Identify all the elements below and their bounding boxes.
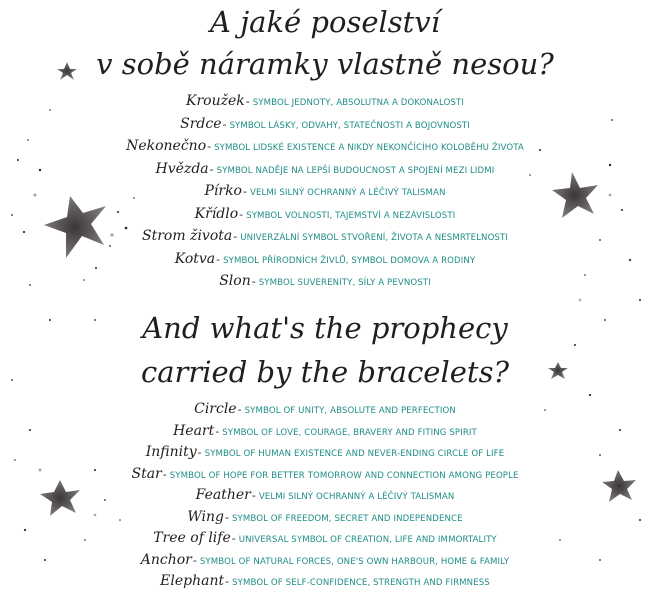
- czech-title-line1: A jaké poselství: [210, 5, 440, 39]
- english-title-line1: And what's the prophecy: [142, 311, 508, 345]
- symbol-row: [0, 158, 650, 178]
- english-title-line2: carried by the bracelets?: [141, 355, 509, 389]
- symbol-row: [0, 225, 650, 245]
- symbol-row: [0, 549, 650, 569]
- symbol-term: Infinity: [145, 444, 197, 460]
- separator-dash: -: [209, 162, 214, 176]
- symbol-description: SYMBOL VOLNOSTI, TAJEMSTVÍ A NEZÁVISLOSTI: [246, 210, 456, 221]
- symbol-term: Kotva: [174, 250, 216, 267]
- separator-dash: -: [251, 275, 256, 288]
- symbol-description: UNIVERZÁLNÍ SYMBOL STVOŘENÍ, ŽIVOTA A NESMRTELNOSTI: [240, 233, 508, 243]
- symbol-row: [0, 135, 650, 155]
- symbol-term: Anchor: [140, 551, 192, 568]
- separator-dash: -: [207, 140, 212, 153]
- separator-dash: -: [243, 185, 247, 198]
- separator-dash: -: [162, 467, 167, 481]
- symbol-term: Feather: [195, 487, 251, 503]
- symbol-term: Slon: [219, 273, 251, 289]
- symbol-row: [0, 506, 650, 526]
- symbol-term: Křídlo: [194, 205, 239, 222]
- symbol-term: Pírko: [204, 183, 242, 199]
- symbol-description: SYMBOL OF HOPE FOR BETTER TOMORROW AND CONNECTION AMONG PEOPLE: [169, 470, 519, 481]
- symbol-row: [0, 484, 650, 504]
- symbol-row: [0, 203, 650, 223]
- symbol-term: Circle: [194, 401, 237, 417]
- symbol-description: VELMI SILNÝ OCHRANNÝ A LÉČIVÝ TALISMAN: [249, 188, 446, 198]
- symbol-row: [0, 441, 650, 461]
- symbol-row: [0, 113, 650, 133]
- separator-dash: -: [224, 510, 229, 524]
- symbol-description: SYMBOL JEDNOTY, ABSOLUTNA A DOKONALOSTI: [252, 98, 464, 108]
- separator-dash: -: [216, 252, 221, 266]
- separator-dash: -: [245, 95, 250, 108]
- symbol-description: SYMBOL OF NATURAL FORCES, ONE'S OWN HARBOUR, HOME & FAMILY: [199, 556, 510, 567]
- symbol-description: SYMBOL OF HUMAN EXISTENCE AND NEVER-ENDING CIRCLE OF LIFE: [204, 449, 505, 459]
- symbol-row: [0, 527, 650, 547]
- symbol-description: SYMBOL LÁSKY, ODVAHY, STATEČNOSTI A BOJOVNOSTI: [229, 120, 470, 131]
- symbol-term: Nekonečno: [126, 138, 207, 154]
- symbol-term: Hvězda: [155, 160, 209, 177]
- symbol-description: SYMBOL SUVERENITY, SÍLY A PEVNOSTI: [258, 278, 431, 288]
- separator-dash: -: [233, 230, 238, 243]
- symbol-row: [0, 570, 650, 590]
- symbol-description: SYMBOL OF SELF-CONFIDENCE, STRENGTH AND FIRMNESS: [232, 578, 490, 588]
- symbol-term: Heart: [173, 422, 215, 439]
- separator-dash: -: [251, 489, 256, 502]
- separator-dash: -: [222, 117, 227, 131]
- symbol-row: [0, 420, 650, 440]
- symbol-row: [0, 180, 650, 200]
- separator-dash: -: [237, 403, 242, 416]
- symbol-description: SYMBOL NADĚJE NA LEPŠÍ BUDOUCNOST A SPOJENÍ MEZI LIDMI: [216, 165, 495, 176]
- symbol-description: SYMBOL OF UNITY, ABSOLUTE AND PERFECTION: [244, 406, 456, 416]
- separator-dash: -: [192, 553, 197, 567]
- czech-title-line2: v sobě náramky vlastně nesou?: [96, 47, 554, 81]
- symbol-description: SYMBOL LIDSKÉ EXISTENCE A NIKDY NEKONČÍCÍHO KOLOBĚHU ŽIVOTA: [214, 143, 524, 153]
- symbol-term: Tree of life: [153, 530, 231, 546]
- symbol-row: [0, 398, 650, 418]
- separator-dash: -: [225, 575, 230, 588]
- symbol-description: SYMBOL OF LOVE, COURAGE, BRAVERY AND FITING SPIRIT: [222, 427, 477, 438]
- separator-dash: -: [215, 424, 220, 438]
- symbol-row: [0, 248, 650, 268]
- separator-dash: -: [239, 207, 244, 221]
- symbol-term: Kroužek: [185, 93, 245, 109]
- symbol-term: Elephant: [160, 573, 225, 589]
- separator-dash: -: [197, 446, 202, 459]
- symbol-description: VELMI SILNÝ OCHRANNÝ A LÉČIVÝ TALISMAN: [258, 492, 455, 502]
- symbol-term: Strom života: [142, 228, 233, 244]
- symbol-description: UNIVERSAL SYMBOL OF CREATION, LIFE AND IMMORTALITY: [238, 535, 497, 545]
- separator-dash: -: [231, 532, 236, 545]
- symbol-term: Star: [131, 465, 162, 482]
- symbol-row: [0, 270, 650, 290]
- symbol-row: [0, 463, 650, 483]
- symbol-term: Srdce: [180, 115, 222, 132]
- symbol-description: SYMBOL PŘÍRODNÍCH ŽIVLŮ, SYMBOL DOMOVA A RODINY: [223, 255, 476, 266]
- symbol-description: SYMBOL OF FREEDOM, SECRET AND INDEPENDENCE: [231, 513, 463, 524]
- symbol-term: Wing: [187, 508, 224, 525]
- symbol-row: [0, 90, 650, 110]
